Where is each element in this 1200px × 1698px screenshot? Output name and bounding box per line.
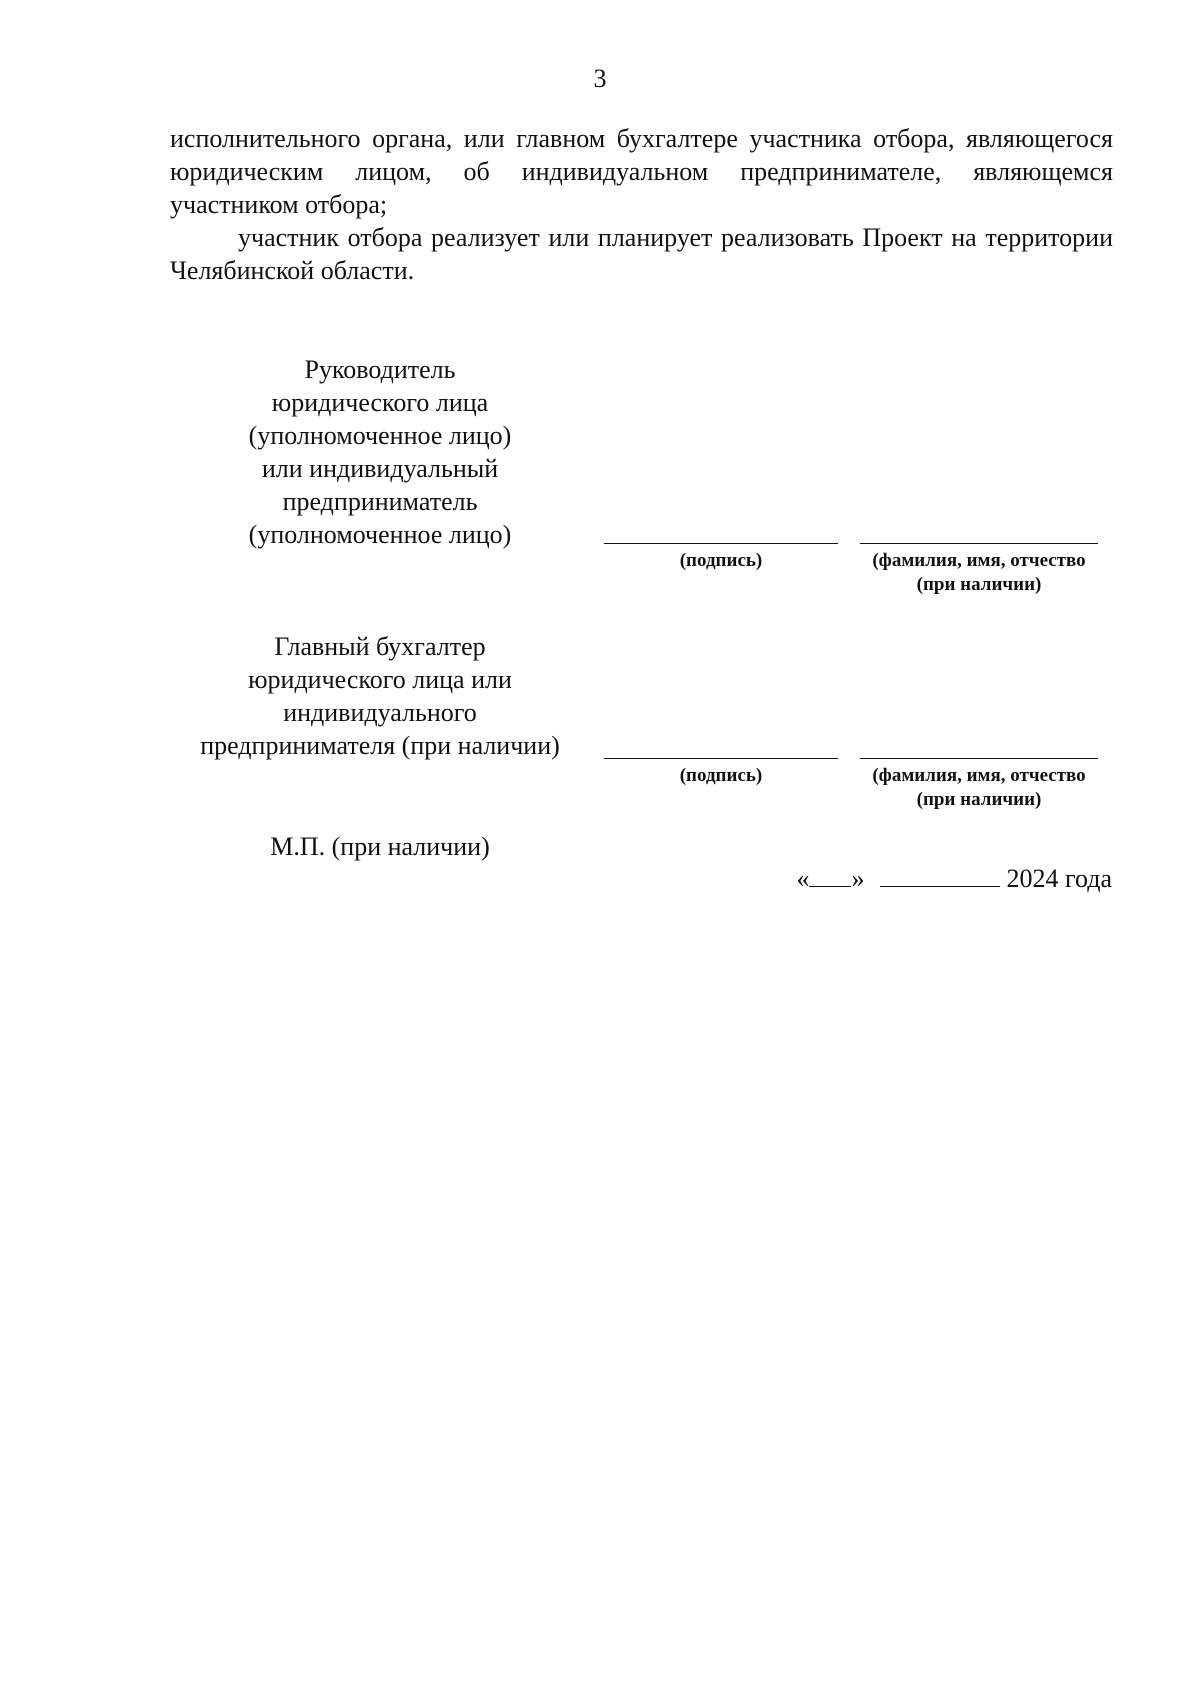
accountant-role-line: индивидуального bbox=[283, 698, 477, 727]
name-caption-line: (при наличии) bbox=[916, 789, 1042, 810]
name-caption-line: (при наличии) bbox=[916, 574, 1042, 595]
stamp-note: М.П. (при наличии) bbox=[270, 832, 490, 861]
accountant-role-line: предпринимателя (при наличии) bbox=[200, 731, 560, 760]
paragraph-continuation: исполнительного органа, или главном бухгалтере участника отбора, являющегося юридическим лицом, об индивидуальном предпринимателе, являющемся участником отбора; bbox=[170, 124, 1113, 219]
document-body bbox=[170, 122, 1113, 287]
paragraph-project-territory: участник отбора реализует или планирует реализовать Проект на территории Челябинской области. bbox=[170, 223, 1113, 285]
month-blank bbox=[880, 862, 1000, 887]
date-line bbox=[796, 862, 1112, 895]
head-role-line: (уполномоченное лицо) bbox=[248, 520, 512, 549]
accountant-name-caption bbox=[852, 764, 1106, 812]
head-role-line: (уполномоченное лицо) bbox=[248, 421, 512, 450]
head-role-line: юридического лица bbox=[271, 388, 489, 417]
name-caption-line: (фамилия, имя, отчество bbox=[872, 550, 1086, 571]
name-caption-line: (фамилия, имя, отчество bbox=[872, 765, 1086, 786]
accountant-role-line: Главный бухгалтер bbox=[274, 632, 486, 661]
accountant-role-line: юридического лица или bbox=[248, 665, 512, 694]
head-signature-line bbox=[604, 543, 838, 544]
head-name-line bbox=[860, 543, 1098, 544]
accountant-signature-line bbox=[604, 758, 838, 759]
page-number: 3 bbox=[593, 64, 607, 93]
accountant-signature-caption bbox=[604, 764, 838, 788]
date-close-quote: » bbox=[851, 864, 865, 893]
date-year: 2024 года bbox=[1006, 864, 1112, 893]
accountant-name-line bbox=[860, 758, 1098, 759]
signature-caption-text: (подпись) bbox=[679, 765, 763, 786]
head-role-line: предприниматель bbox=[282, 487, 478, 516]
head-role-line: Руководитель bbox=[304, 355, 456, 384]
head-signature-caption bbox=[604, 549, 838, 573]
date-open-quote: « bbox=[796, 864, 810, 893]
head-name-caption bbox=[852, 549, 1106, 597]
signature-caption-text: (подпись) bbox=[679, 550, 763, 571]
day-blank bbox=[809, 862, 851, 887]
head-role-line: или индивидуальный bbox=[261, 454, 499, 483]
accountant-role-block bbox=[180, 630, 580, 762]
head-role-block bbox=[200, 353, 560, 551]
